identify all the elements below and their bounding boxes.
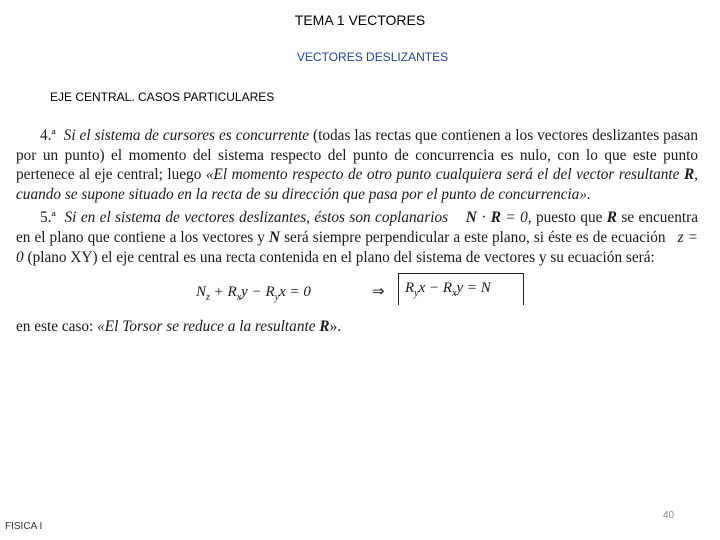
scanned-text-block (16, 126, 698, 337)
vector-r: R (490, 209, 501, 227)
closing-text: en este caso: (16, 318, 98, 336)
eq-sub: y (274, 292, 280, 304)
paragraph-5-text-c: será siempre perpendicular a este plano, si éste es de ecuación (280, 228, 670, 246)
vector-n: N (465, 209, 477, 227)
eq-term: x = 0 (279, 284, 311, 301)
eq-sub: x (452, 288, 457, 300)
eq-sub: y (414, 288, 419, 300)
paragraph-5-text-b: se encuentra en el plano que contiene a los vectores y (16, 209, 698, 246)
central-axis-equation (196, 283, 311, 308)
plane-equation: z = 0 (16, 228, 698, 266)
paragraph-5-number: 5.ª (40, 209, 56, 227)
vector-r: R (319, 318, 330, 336)
page-subtitle: VECTORES DESLIZANTES (296, 50, 449, 64)
eq-sub: z (206, 292, 210, 304)
paragraph-5-text-d: (plano XY) el eje central es una recta contenida en el plano del sistema de vectores y su ecuación será: (23, 248, 655, 266)
paragraph-4-number: 4.ª (40, 127, 56, 144)
closing-end: ». (329, 318, 342, 336)
paragraph-5: 5.ª Si en el sistema de vectores deslizantes, éstos son coplanarios N · R = 0, puesto que R se encuentra en el plano que contiene a los vectores y N será siempre perpendicular a este plano, si éste es de ecuación z = 0 (plano XY) el eje central es una recta contenida en el plano del sistema de vectores y su ecuación será: (16, 209, 698, 266)
paragraph-4-lead: Si el sistema de cursores es concurrente (63, 127, 310, 144)
result-equation-box (398, 273, 524, 305)
eq-term: + R (209, 284, 237, 301)
paragraph-4-quote-b: , cuando se supone situado en la recta de su dirección que pasa por el punto de concurrencia». (16, 166, 698, 203)
eq-term: y = N (456, 280, 491, 297)
vector-r: R (683, 166, 695, 184)
condition-rest: = 0, (500, 209, 532, 227)
page-number: 40 (663, 510, 675, 521)
eq-term: y − R (241, 284, 275, 301)
page-title: TEMA 1 VECTORES (294, 12, 426, 28)
vector-n: N (268, 228, 281, 246)
paragraph-4-quote-a: «El momento respecto de otro punto cualquiera será el del vector resultante (205, 166, 684, 184)
eq-sub: x (236, 292, 242, 304)
vector-r: R (606, 209, 617, 227)
footer-course-label: FISICA I (5, 521, 43, 532)
eq-term: R (405, 280, 415, 297)
closing-line (16, 317, 698, 337)
implies-arrow: ⇒ (372, 284, 385, 301)
paragraph-4 (16, 126, 698, 204)
eq-term: x − R (418, 280, 453, 297)
section-heading: EJE CENTRAL. CASOS PARTICULARES (50, 90, 275, 104)
closing-quote: «El Torsor se reduce a la resultante (97, 318, 320, 336)
paragraph-5-text-a: puesto que (531, 209, 607, 227)
equation-row (16, 273, 698, 317)
eq-n: N (196, 284, 207, 301)
paragraph-5-lead: Si en el sistema de vectores deslizantes, éstos son coplanarios (64, 209, 449, 227)
paragraph-4-text: (todas las rectas que contienen a los vectores deslizantes pasan por un punto) el momento del sistema respecto del punto de concurrencia es nulo, con lo que este punto pertenece al eje central; luego (16, 127, 699, 184)
